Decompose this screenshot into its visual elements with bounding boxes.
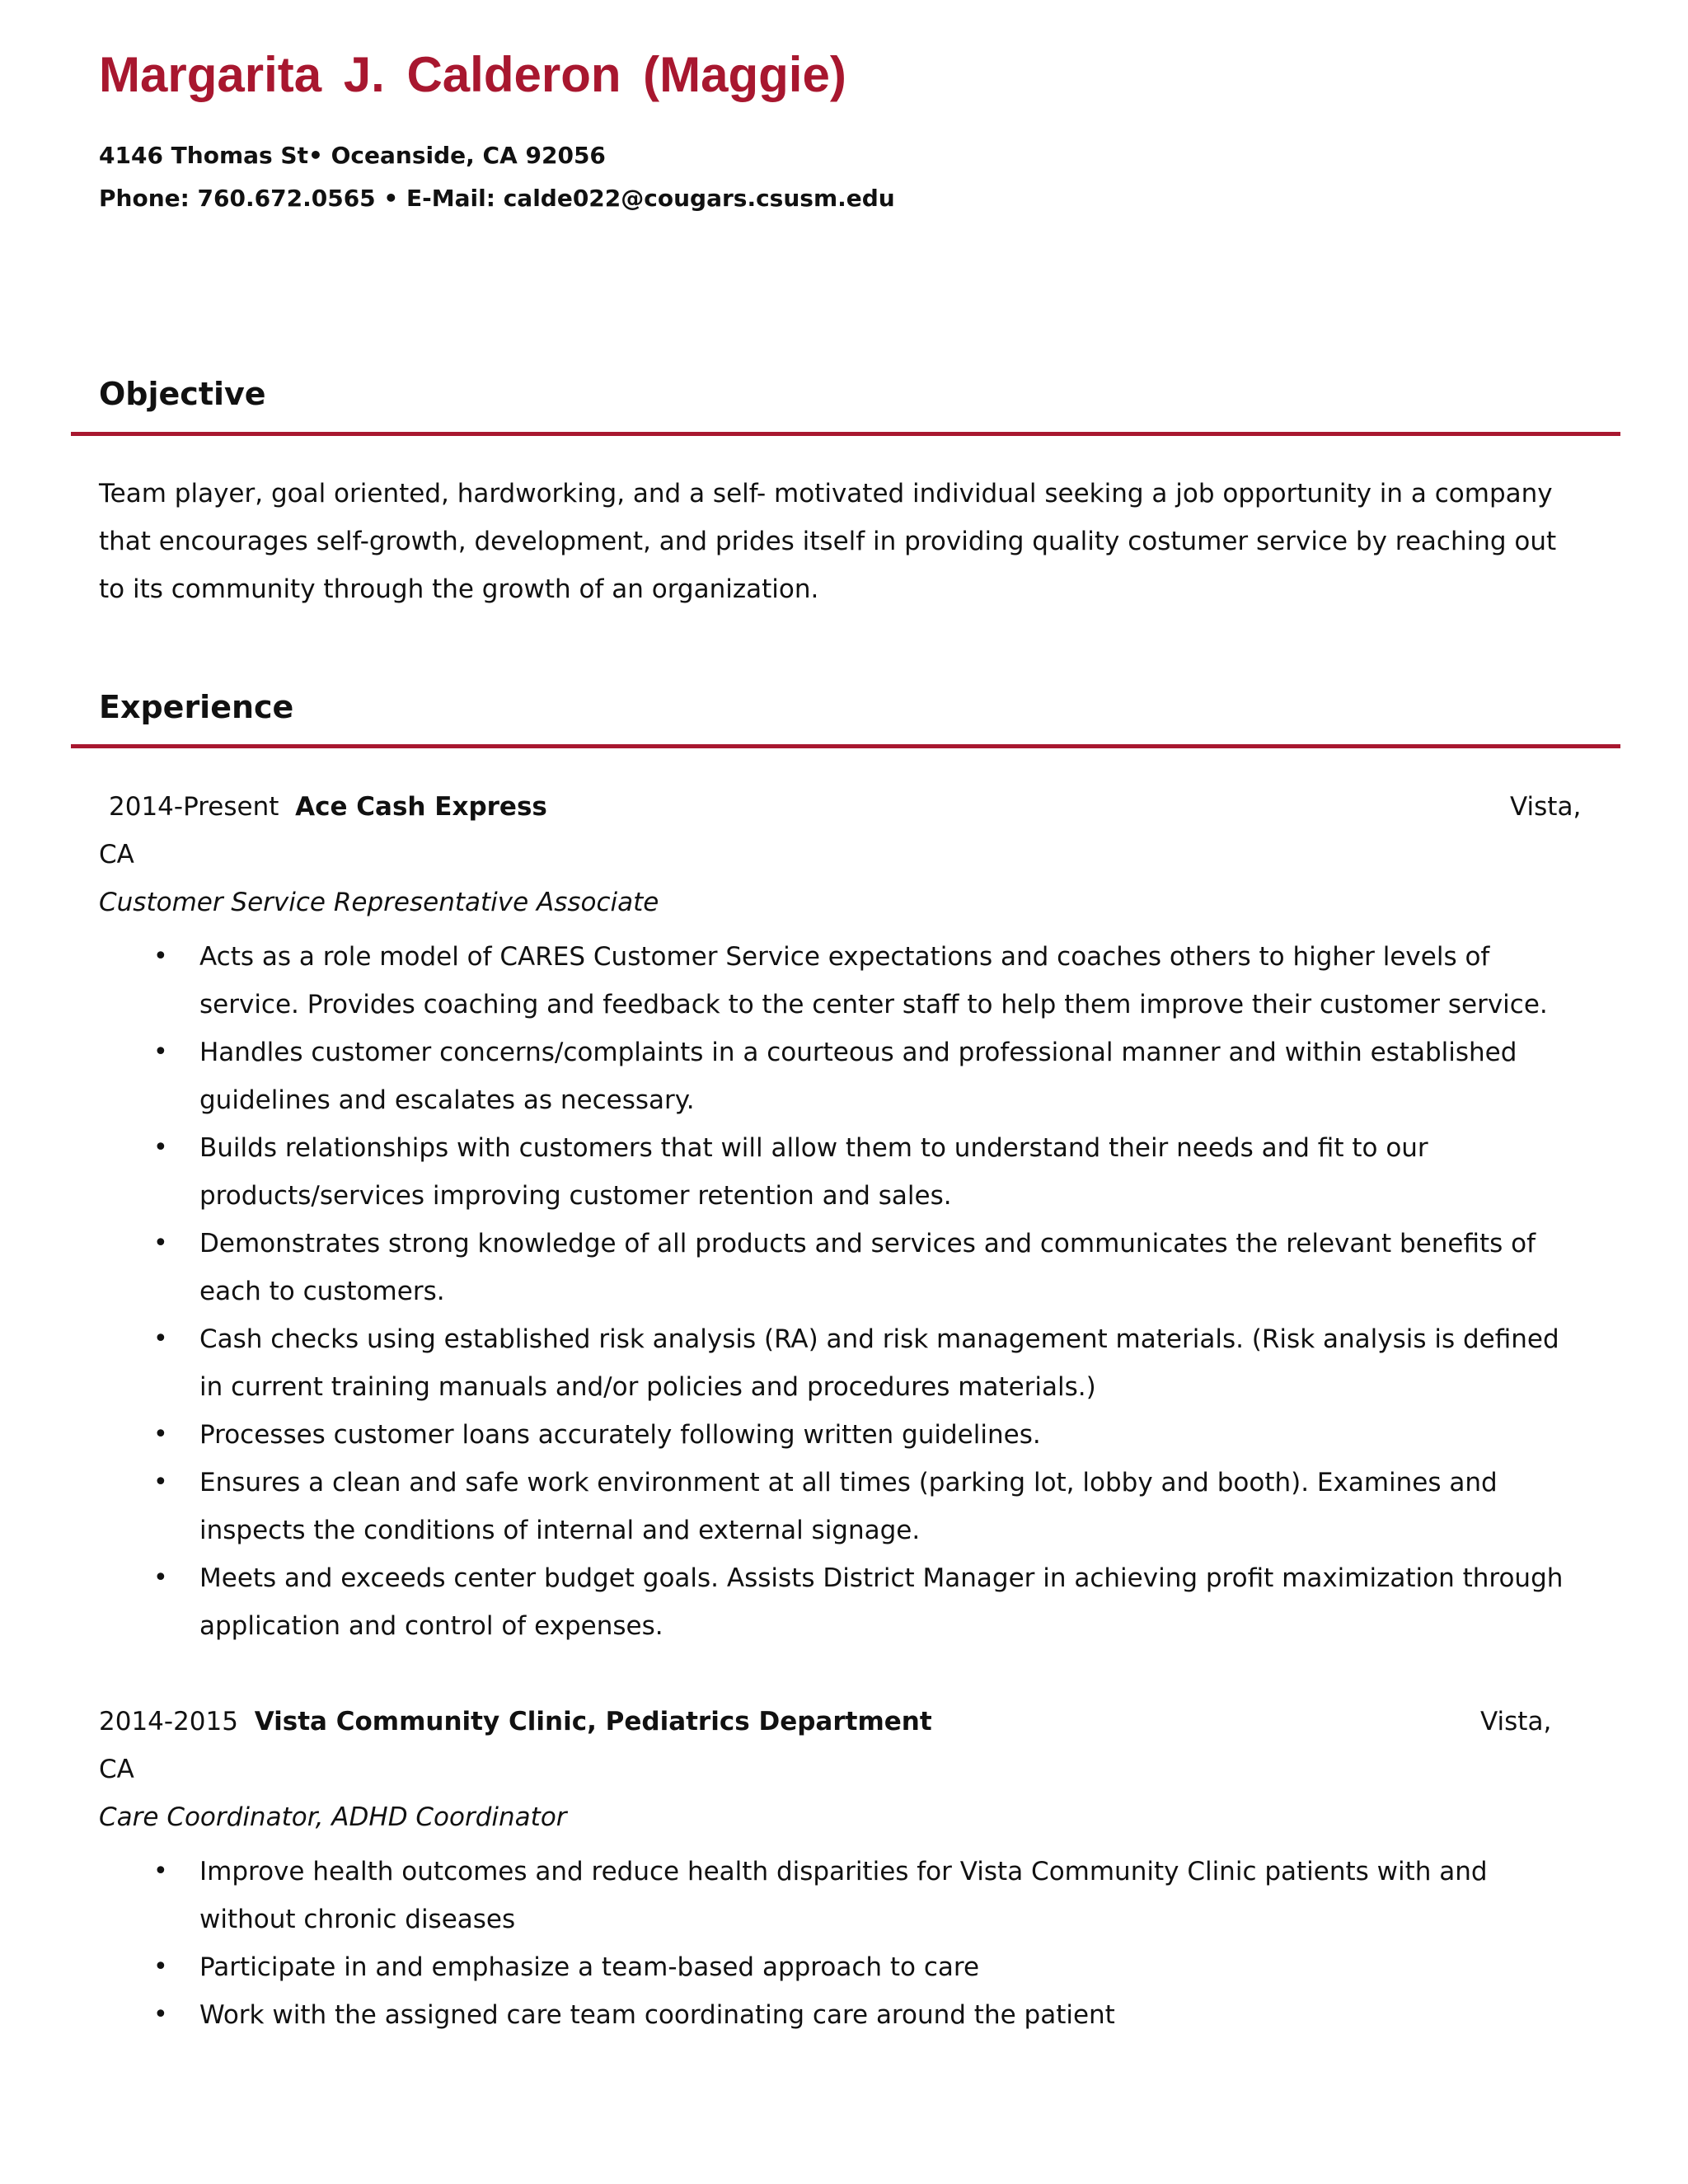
phone-email-line: Phone: 760.672.0565 • E-Mail: calde022@cougars.csusm.edu (99, 185, 895, 212)
job-duties-list (0, 1848, 1688, 2039)
experience-heading: Experience (99, 689, 294, 725)
job-city: Vista, (1480, 1707, 1552, 1736)
address-line: 4146 Thomas St• Oceanside, CA 92056 (99, 142, 606, 169)
job-organization: Vista Community Clinic, Pediatrics Department (254, 1707, 932, 1736)
list-item: • Improve health outcomes and reduce health disparities for Vista Community Clinic patients with and without chronic diseases (153, 1857, 1488, 1934)
list-item: • Work with the assigned care team coordinating care around the patient (153, 2000, 1115, 2030)
list-item: • Ensures a clean and safe work environment at all times (parking lot, lobby and booth). Examines and inspects the conditions of internal and external signage. (153, 1468, 1498, 1545)
objective-divider (71, 432, 1620, 436)
job-header (99, 1698, 1582, 1746)
objective-heading: Objective (99, 376, 266, 412)
job-duties-list (0, 933, 1688, 1650)
list-item: • Builds relationships with customers that will allow them to understand their needs and fit to our products/services improving customer retention and sales. (153, 1133, 1428, 1211)
list-item: • Participate in and emphasize a team-based approach to care (153, 1952, 980, 1982)
objective-text: Team player, goal oriented, hardworking, and a self- motivated individual seeking a job opportunity in a company that encourages self-growth, development, and prides itself in providing quality costumer service by reaching out to its community through the growth of an organization. (99, 479, 1557, 604)
list-item: • Meets and exceeds center budget goals. Assists District Manager in achieving profit maximization through application and control of expenses. (153, 1563, 1564, 1641)
job-dates: 2014-2015 (99, 1707, 238, 1736)
experience-divider (71, 744, 1620, 748)
job-dates: 2014-Present (109, 792, 279, 822)
list-item: • Cash checks using established risk analysis (RA) and risk management materials. (Risk analysis is defined in current training manuals and/or policies and procedures materials.) (153, 1324, 1559, 1402)
job-organization: Ace Cash Express (295, 792, 547, 822)
list-item: • Processes customer loans accurately following written guidelines. (153, 1420, 1041, 1450)
job-city: Vista, (1510, 792, 1582, 822)
job-title: Customer Service Representative Associate (99, 888, 659, 917)
job-state: CA (99, 1755, 134, 1784)
list-item: • Acts as a role model of CARES Customer Service expectations and coaches others to higher levels of service. Provides coaching and feedback to the center staff to help them improve their customer service. (153, 942, 1548, 1019)
list-item: • Demonstrates strong knowledge of all products and services and communicates the relevant benefits of each to customers. (153, 1229, 1536, 1306)
list-item: • Handles customer concerns/complaints in a courteous and professional manner and within established guidelines and escalates as necessary. (153, 1038, 1517, 1115)
job-header (99, 783, 1582, 831)
candidate-name: Margarita J. Calderon (Maggie) (99, 47, 846, 102)
job-title: Care Coordinator, ADHD Coordinator (99, 1802, 567, 1832)
job-state: CA (99, 840, 134, 869)
